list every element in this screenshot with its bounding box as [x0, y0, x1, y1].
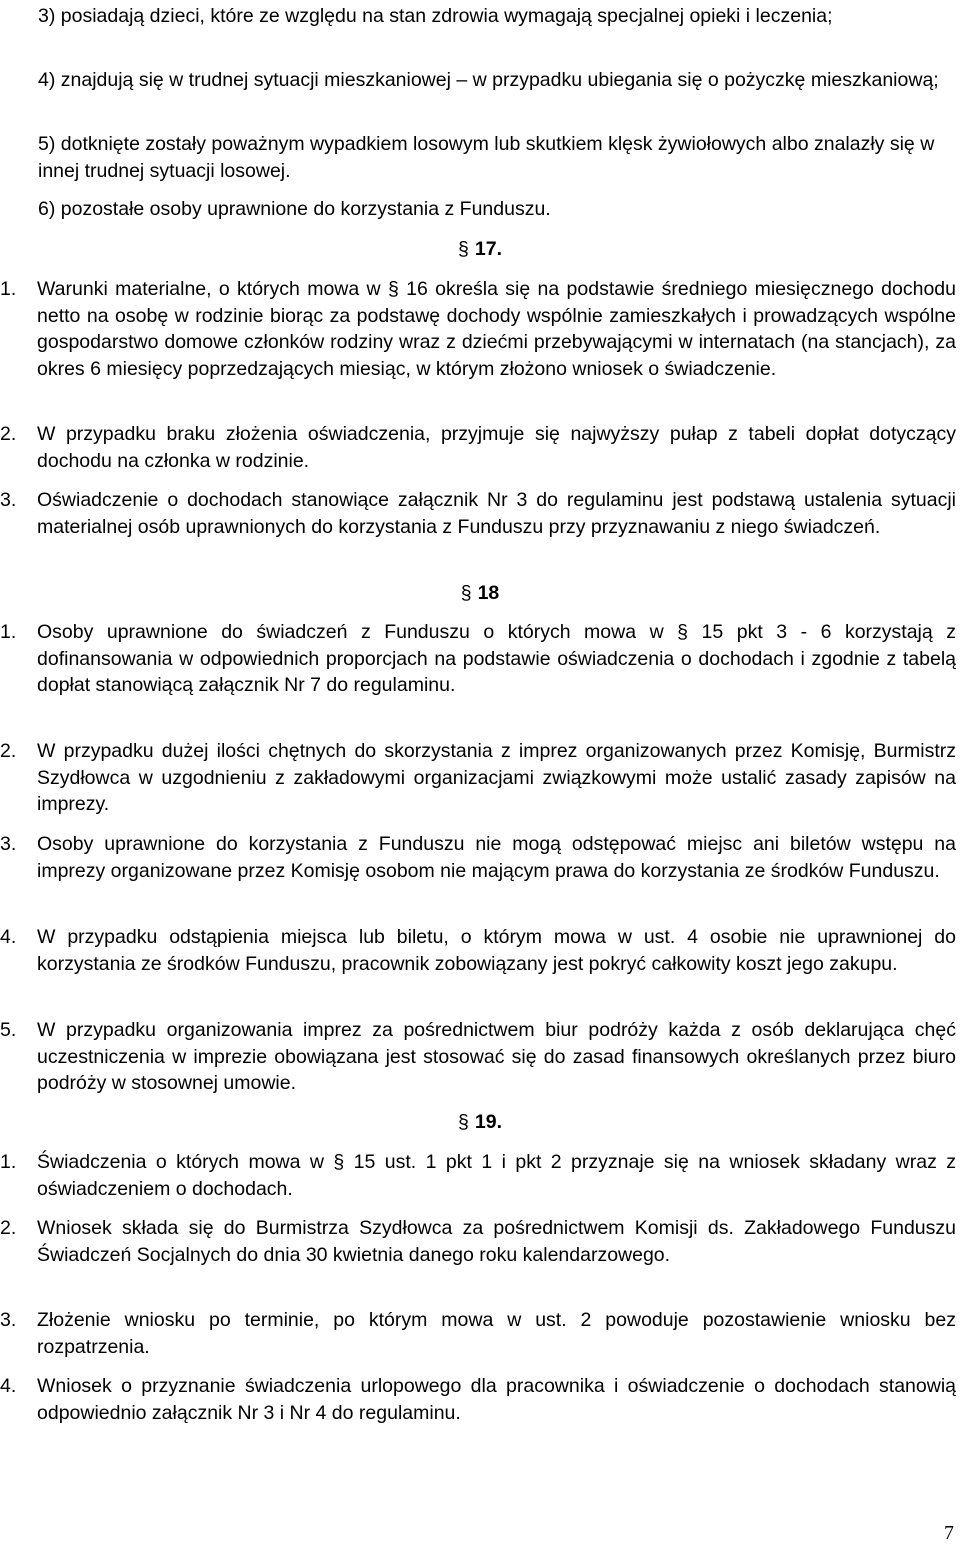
paragraph-text: W przypadku dużej ilości chętnych do skorzystania z imprez organizowanych przez Komisję, Burmistrz Szydłowca w uzgodnieniu z zakładowymi organizacjami związkowymi może ustalić zasady zapisów na imprezy.	[37, 740, 956, 815]
section-heading	[0, 236, 960, 263]
paragraph-item	[0, 738, 956, 818]
paragraph-text: W przypadku odstąpienia miejsca lub biletu, o którym mowa w ust. 4 osobie nie uprawnionej do korzystania ze środków Funduszu, pracownik zobowiązany jest pokryć całkowity koszt jego zakupu.	[37, 926, 956, 975]
section-heading	[0, 1109, 960, 1136]
list-item	[38, 3, 956, 30]
paragraph-item	[0, 619, 956, 699]
paragraph-text: W przypadku organizowania imprez za pośrednictwem biur podróży każda z osób deklarująca chęć uczestniczenia w imprezie obowiązana jest stosować się do zasad finansowych określanych przez biuro podróży w stosownej umowie.	[37, 1019, 956, 1094]
paragraph-item	[0, 421, 956, 474]
paragraph-number: 2.	[0, 423, 17, 445]
paragraph-number: 2.	[0, 1217, 17, 1239]
list-item-text: pozostałe osoby uprawnione do korzystania z Funduszu.	[60, 198, 551, 220]
list-item-text: dotknięte zostały poważnym wypadkiem losowym lub skutkiem klęsk żywiołowych albo znalazły się w innej trudnej sytuacji losowej.	[38, 133, 935, 182]
paragraph-number: 1.	[0, 278, 17, 300]
list-item-number: 6)	[38, 198, 56, 220]
paragraph-item	[0, 276, 956, 382]
section-number: 17.	[474, 238, 502, 260]
list-item	[38, 131, 956, 184]
paragraph-text: Warunki materialne, o których mowa w § 16 określa się na podstawie średniego miesięcznego dochodu netto na osobę w rodzinie biorąc za podstawę dochody wspólnie zamieszkałych i prowadzących wspólne gospodarstwo domowe członków rodziny wraz z dziećmi przebywającymi w internatach (na stancjach), za okres 6 miesięcy poprzedzających miesiąc, w którym złożono wniosek o świadczenie.	[37, 278, 956, 380]
paragraph-number: 2.	[0, 740, 17, 762]
paragraph-number: 3.	[0, 833, 17, 855]
paragraph-number: 1.	[0, 1151, 17, 1173]
list-item	[38, 196, 956, 223]
paragraph-item	[0, 1307, 956, 1360]
paragraph-number: 5.	[0, 1019, 17, 1041]
list-item-number: 4)	[38, 69, 56, 91]
paragraph-text: Świadczenia o których mowa w § 15 ust. 1 pkt 1 i pkt 2 przyznaje się na wniosek składany wraz z oświadczeniem o dochodach.	[37, 1151, 956, 1200]
paragraph-text: W przypadku braku złożenia oświadczenia, przyjmuje się najwyższy pułap z tabeli dopłat dotyczący dochodu na członka w rodzinie.	[37, 423, 956, 472]
paragraph-item	[0, 1017, 956, 1097]
paragraph-number: 3.	[0, 1309, 17, 1331]
paragraph-item	[0, 1149, 956, 1202]
list-item-number: 5)	[38, 133, 56, 155]
section-number: 18	[477, 582, 500, 604]
section-symbol: §	[458, 238, 469, 260]
page-number: 7	[944, 1522, 954, 1544]
paragraph-item	[0, 487, 956, 540]
list-item-number: 3)	[38, 5, 56, 27]
list-item	[38, 67, 956, 94]
paragraph-text: Oświadczenie o dochodach stanowiące załącznik Nr 3 do regulaminu jest podstawą ustalenia sytuacji materialnej osób uprawnionych do korzystania z Funduszu przy przyznawaniu z niego świadczeń.	[37, 489, 956, 538]
paragraph-item	[0, 1373, 956, 1426]
section-heading	[0, 580, 960, 607]
paragraph-item	[0, 924, 956, 977]
paragraph-text: Wniosek składa się do Burmistrza Szydłowca za pośrednictwem Komisji ds. Zakładowego Funduszu Świadczeń Socjalnych do dnia 30 kwietnia danego roku kalendarzowego.	[37, 1217, 956, 1266]
section-number: 19.	[474, 1111, 502, 1133]
paragraph-text: Osoby uprawnione do korzystania z Funduszu nie mogą odstępować miejsc ani biletów wstępu na imprezy organizowane przez Komisję osobom nie mającym prawa do korzystania ze środków Funduszu.	[37, 833, 956, 882]
list-item-text: posiadają dzieci, które ze względu na stan zdrowia wymagają specjalnej opieki i leczenia;	[60, 5, 833, 27]
list-item-text: znajdują się w trudnej sytuacji mieszkaniowej – w przypadku ubiegania się o pożyczkę mieszkaniową;	[60, 69, 939, 91]
paragraph-number: 3.	[0, 489, 17, 511]
paragraph-text: Złożenie wniosku po terminie, po którym mowa w ust. 2 powoduje pozostawienie wniosku bez rozpatrzenia.	[37, 1309, 956, 1358]
paragraph-text: Osoby uprawnione do świadczeń z Funduszu o których mowa w § 15 pkt 3 - 6 korzystają z dofinansowania w odpowiednich proporcjach na podstawie oświadczenia o dochodach i zgodnie z tabelą dopłat stanowiącą załącznik Nr 7 do regulaminu.	[37, 621, 956, 696]
paragraph-item	[0, 831, 956, 884]
section-symbol: §	[460, 582, 472, 604]
paragraph-text: Wniosek o przyznanie świadczenia urlopowego dla pracownika i oświadczenie o dochodach stanowią odpowiednio załącznik Nr 3 i Nr 4 do regulaminu.	[37, 1375, 956, 1424]
paragraph-number: 4.	[0, 926, 17, 948]
section-symbol: §	[458, 1111, 469, 1133]
paragraph-number: 1.	[0, 621, 17, 643]
paragraph-item	[0, 1215, 956, 1268]
paragraph-number: 4.	[0, 1375, 17, 1397]
